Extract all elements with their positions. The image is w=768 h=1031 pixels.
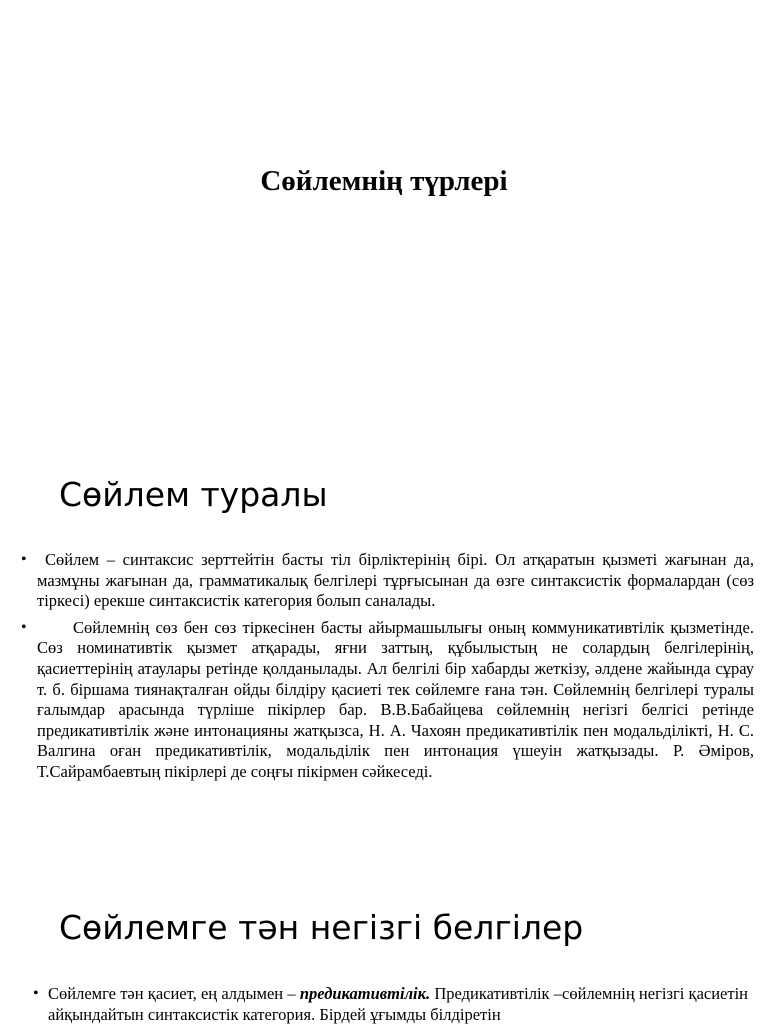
- bullet-item: [21, 617, 754, 783]
- slide-title: Сөйлемнің түрлері: [260, 165, 508, 197]
- section-heading-about-sentence: Сөйлем туралы: [59, 475, 328, 514]
- bullet-dot-icon: •: [21, 618, 27, 636]
- bullet-text-prefix: Сөйлемге тән қасиет, ең алдымен –: [48, 984, 300, 1003]
- bullet-dot-icon: •: [33, 985, 39, 1002]
- bullet-dot-icon: •: [21, 551, 27, 568]
- bullet-text: Сөйлемнің сөз бен сөз тіркесінен басты айырмашылығы оның коммуникативтілік қызметінде. Сөз номинативтік қызмет атқарады, яғни заттың, құбылыстың не солардың белгілерінің, қасиеттерінің атаулары ретінде қолданылады. Ал белгілі бір хабарды жеткізу, әлдене жайында сұрау т. б. біршама тиянақталған ойды білдіру қасиеті тек сөйлемге ғана тән. Сөйлемнің белгілері туралы ғалымдар арасында түрліше пікірлер бар. В.В.Бабайцева сөйлемнің негізгі белгісі ретінде предикативтілік және интонацияны жатқызса, Н. А. Чахоян предикативтілік пен модальділікті, Н. С. Валгина оған предикативтілік, модальділік пен интонация үшеуін жатқызады. Р. Әміров, Т.Сайрамбаевтың пікірлері де соңғы пікірмен сәйкеседі.: [37, 617, 754, 781]
- bullet-item: [33, 984, 748, 1025]
- bullet-text-suffix: Предикативтілік –сөйлемнің негізгі қасиетін айқындайтын синтаксистік категория. Бірдей ұғымды білдіретін: [48, 984, 748, 1024]
- bullet-list-about-sentence: [21, 550, 754, 789]
- bullet-text-emphasis: предикативтілік.: [299, 984, 431, 1003]
- bullet-text: Сөйлем – синтаксис зерттейтін басты тіл бірліктерінің бірі. Ол атқаратын қызметі жағынан да, мазмұны жағынан да, грамматикалық белгілері тұрғысынан да өзге синтаксистік формалардан (сөз тіркесі) ерекше синтаксистік категория болып саналады.: [37, 550, 754, 611]
- bullet-item: [21, 550, 754, 612]
- section-heading-main-features: Сөйлемге тән негізгі белгілер: [59, 908, 584, 947]
